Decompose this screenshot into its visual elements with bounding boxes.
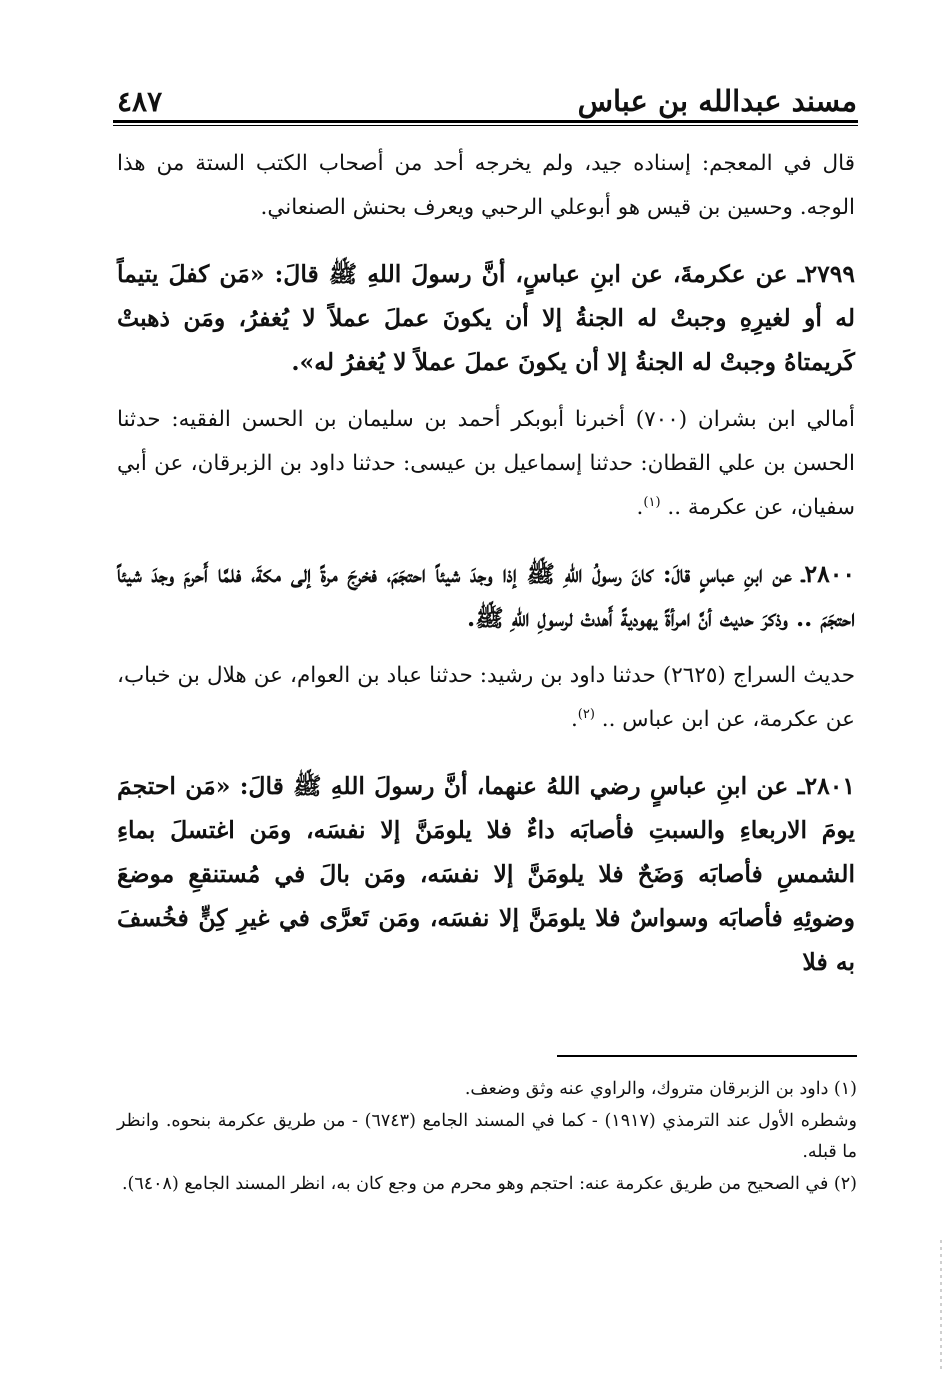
header-divider [113, 120, 858, 126]
footnote-1: (١) داود بن الزبرقان متروك، والراوي عنه وثق وضعف. [464, 1079, 857, 1099]
source-note-text: حديث السراج (٢٦٢٥) حدثنا داود بن رشيد: حدثنا عباد بن العوام، عن هلال بن خباب، عن عكرمة، عن ابن عباس .. [117, 663, 855, 732]
page-header [117, 78, 857, 118]
running-title: مسند عبدالله بن عباس [577, 84, 857, 118]
hadith-2800: ٢٨٠٠ـ عن ابنِ عباسٍ قالَ: كانَ رسولُ اللهِ ﷺ إذا وجدَ شيئاً احتجَمَ، فخرجَ مرةً إلى مكةَ، فلمَّا أَحرمَ وجدَ شيئاً احتجَمَ .. وذكرَ حديث أنَّ امرأةً يهوديةً أَهدتْ لرسولِ اللهِ ﷺ. [117, 560, 855, 632]
page-number: ٤٨٧ [117, 85, 163, 118]
footnote-1-continuation: وشطره الأول عند الترمذي (١٩١٧) - كما في المسند الجامع (٦٧٤٣) - من طريق عكرمة بنحوه. وانظر ما قبله. [117, 1110, 858, 1162]
footnote-ref-2: (٢) [577, 706, 595, 722]
source-note-text: أمالي ابن بشران (٧٠٠) أخبرنا أبوبكر أحمد بن سليمان بن الحسن الفقيه: حدثنا الحسن بن علي القطان: حدثنا إسماعيل بن عيسى: حدثنا داود بن الزبرقان، عن أبي سفيان، عن عكرمة .. [117, 407, 856, 520]
hadith-2799: ٢٧٩٩ـ عن عكرمةَ، عن ابنِ عباسٍ، أنَّ رسولَ اللهِ ﷺ قالَ: «مَن كفلَ يتيماً له أو لغيرِهِ وجبتْ له الجنةُ إلا أن يكونَ عملَ عملاً لا يُغفرُ، ومَن ذهبتْ كَريمتاهُ وجبتْ له الجنةُ إلا أن يكونَ عملَ عملاً لا يُغفرُ له». [117, 260, 855, 376]
footnote-divider [557, 1055, 857, 1057]
scan-edge-marks [940, 1240, 942, 1370]
page-body [117, 142, 855, 984]
hadith-2801: ٢٨٠١ـ عن ابنِ عباسٍ رضي اللهُ عنهما، أنَّ رسولَ اللهِ ﷺ قالَ: «مَن احتجمَ يومَ الاربعاءِ والسبتِ فأصابَه داءٌ فلا يلومَنَّ إلا نفسَه، ومَن اغتسلَ بماءِ الشمسِ فأصابَه وَضَحٌ فلا يلومَنَّ إلا نفسَه، ومَن بالَ في مُستنقعِ موضعَ وضوئِهِ فأصابَه وسواسٌ فلا يلومَنَّ إلا نفسَه، ومَن تَعرَّى في غيرِ كِنٍّ فخُسفَ به فلا [117, 772, 855, 976]
source-note-paragraph: أمالي ابن بشران (٧٠٠) أخبرنا أبوبكر أحمد بن سليمان بن الحسن الفقيه: حدثنا الحسن بن علي القطان: حدثنا إسماعيل بن عيسى: حدثنا داود بن الزبرقان، عن أبي سفيان، عن عكرمة .. $^{(١)}$. [117, 407, 856, 520]
footnote-2: (٢) في الصحيح من طريق عكرمة عنه: احتجم وهو محرم من وجع كان به، انظر المسند الجامع (٦٤٠٨). [121, 1173, 857, 1194]
source-note-paragraph: قال في المعجم: إسناده جيد، ولم يخرجه أحد من أصحاب الكتب الستة من هذا الوجه. وحسين بن قيس هو أبوعلي الرحبي ويعرف بحنش الصنعاني. [117, 151, 855, 220]
footnotes [117, 1074, 857, 1200]
footnote-ref-1: (١) [643, 494, 661, 510]
source-note-paragraph: حديث السراج (٢٦٢٥) حدثنا داود بن رشيد: حدثنا عباد بن العوام، عن هلال بن خباب، عن عكرمة، عن ابن عباس .. $^{(٢)}$. [117, 663, 855, 732]
